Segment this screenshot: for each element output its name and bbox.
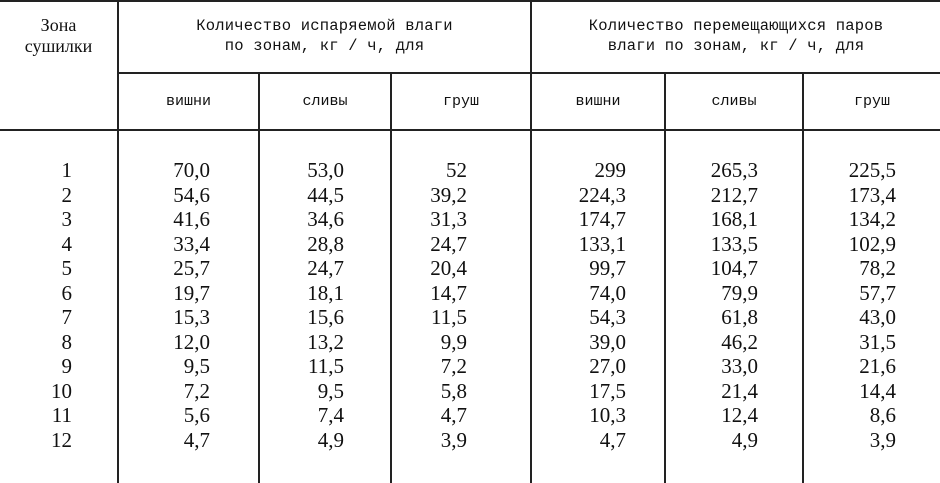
value-column-6 — [838, 158, 896, 452]
table-cell: 133,1 — [578, 231, 626, 256]
table-cell: 174,7 — [578, 207, 626, 231]
subheader-plum-evap: сливы — [302, 93, 348, 110]
value-column-5 — [700, 158, 758, 452]
table-cell: 44,5 — [307, 182, 344, 207]
value-column-1 — [160, 158, 210, 452]
table-cell: 43,0 — [859, 305, 896, 329]
table-cell: 33,0 — [721, 354, 758, 378]
group-divider-rule — [118, 72, 940, 74]
value-column-2 — [294, 158, 344, 452]
table-cell: 99,7 — [589, 256, 626, 280]
table-cell: 46,2 — [721, 329, 758, 354]
value-column-4 — [572, 158, 626, 452]
table-cell: 28,8 — [307, 231, 344, 256]
col-rule-4 — [664, 73, 666, 483]
zone-number: 6 — [61, 280, 72, 305]
table-cell: 11,5 — [308, 354, 344, 378]
table-cell: 54,6 — [173, 182, 210, 207]
table-cell: 31,3 — [430, 207, 467, 231]
table-cell: 15,3 — [173, 305, 210, 329]
table-cell: 18,1 — [307, 280, 344, 305]
table-cell: 19,7 — [173, 280, 210, 305]
table-cell: 41,6 — [173, 207, 210, 231]
table-cell: 4,7 — [599, 427, 626, 452]
table-cell: 133,5 — [710, 231, 758, 256]
table-cell: 104,7 — [710, 256, 758, 280]
table-cell: 31,5 — [859, 329, 896, 354]
table-cell: 74,0 — [589, 280, 626, 305]
subheader-cherry-evap: вишни — [165, 93, 211, 110]
table-cell: 3,9 — [440, 427, 467, 452]
zone-number: 3 — [61, 207, 72, 231]
table-cell: 15,6 — [307, 305, 344, 329]
table-cell: 265,3 — [710, 158, 758, 182]
zone-header-line1: Зона — [40, 15, 77, 35]
table-cell: 39,0 — [589, 329, 626, 354]
table-cell: 33,4 — [173, 231, 210, 256]
table-cell: 4,7 — [440, 403, 467, 427]
table-cell: 52 — [446, 158, 467, 182]
table-cell: 12,0 — [173, 329, 210, 354]
table-cell: 24,7 — [307, 256, 344, 280]
table-cell: 168,1 — [710, 207, 758, 231]
table-cell: 27,0 — [589, 354, 626, 378]
zone-number: 5 — [61, 256, 72, 280]
zone-number: 12 — [51, 427, 72, 452]
table-cell: 134,2 — [848, 207, 896, 231]
table-cell: 3,9 — [869, 427, 896, 452]
table-cell: 21,6 — [859, 354, 896, 378]
group-header-moving: Количество перемещающихся паров влаги по зонам, кг / ч, для — [588, 17, 884, 55]
zone-number: 1 — [61, 158, 72, 182]
table-cell: 79,9 — [721, 280, 758, 305]
table-cell: 21,4 — [721, 378, 758, 403]
col-rule-group — [530, 0, 532, 483]
table-cell: 173,4 — [848, 182, 896, 207]
zone-number: 8 — [61, 329, 72, 354]
table-cell: 17,5 — [589, 378, 626, 403]
table-cell: 9,5 — [317, 378, 344, 403]
zone-number: 2 — [61, 182, 72, 207]
table-cell: 7,2 — [440, 354, 467, 378]
table-cell: 61,8 — [721, 305, 758, 329]
table-cell: 102,9 — [848, 231, 896, 256]
table-cell: 25,7 — [173, 256, 210, 280]
table-cell: 14,7 — [430, 280, 467, 305]
table-cell: 4,9 — [731, 427, 758, 452]
table-cell: 57,7 — [859, 280, 896, 305]
col-rule-5 — [802, 73, 804, 483]
zone-number: 7 — [61, 305, 72, 329]
header-bottom-rule — [0, 129, 940, 131]
subheader-pear-evap: груш — [442, 93, 479, 110]
table-cell: 7,4 — [317, 403, 344, 427]
col-rule-1 — [258, 73, 260, 483]
subheader-cherry-moving: вишни — [575, 93, 621, 110]
table-cell: 8,6 — [869, 403, 896, 427]
subheader-pear-moving: груш — [853, 93, 890, 110]
table-cell: 14,4 — [859, 378, 896, 403]
col-rule-2 — [390, 73, 392, 483]
table-cell: 39,2 — [430, 182, 467, 207]
table-cell: 78,2 — [859, 256, 896, 280]
table-cell: 20,4 — [430, 256, 467, 280]
group-header-evaporated: Количество испаряемой влаги по зонам, кг / ч, для — [196, 17, 453, 55]
zone-number: 11 — [51, 403, 72, 427]
value-column-3 — [425, 158, 467, 452]
top-rule — [0, 0, 940, 2]
zone-header — [0, 14, 117, 58]
table-cell: 70,0 — [173, 158, 210, 182]
zone-column — [40, 158, 72, 452]
table-cell: 54,3 — [589, 305, 626, 329]
table-cell: 9,9 — [440, 329, 467, 354]
table-cell: 4,9 — [317, 427, 344, 452]
table-cell: 299 — [594, 158, 626, 182]
col-rule-zone — [117, 0, 119, 483]
zone-number: 4 — [61, 231, 72, 256]
zone-number: 9 — [61, 354, 72, 378]
table-cell: 5,8 — [440, 378, 467, 403]
table-cell: 225,5 — [848, 158, 896, 182]
table-cell: 5,6 — [183, 403, 210, 427]
zone-header-line2: сушилки — [24, 36, 93, 56]
table-cell: 34,6 — [307, 207, 344, 231]
table-cell: 53,0 — [307, 158, 344, 182]
table-cell: 4,7 — [183, 427, 210, 452]
zone-number: 10 — [51, 378, 72, 403]
table-cell: 212,7 — [710, 182, 758, 207]
table-cell: 10,3 — [589, 403, 626, 427]
table-cell: 11,5 — [431, 305, 467, 329]
table-cell: 13,2 — [307, 329, 344, 354]
subheader-plum-moving: сливы — [711, 93, 757, 110]
table-cell: 9,5 — [183, 354, 210, 378]
table-cell: 24,7 — [430, 231, 467, 256]
table-cell: 224,3 — [578, 182, 626, 207]
table-cell: 7,2 — [183, 378, 210, 403]
table-cell: 12,4 — [721, 403, 758, 427]
